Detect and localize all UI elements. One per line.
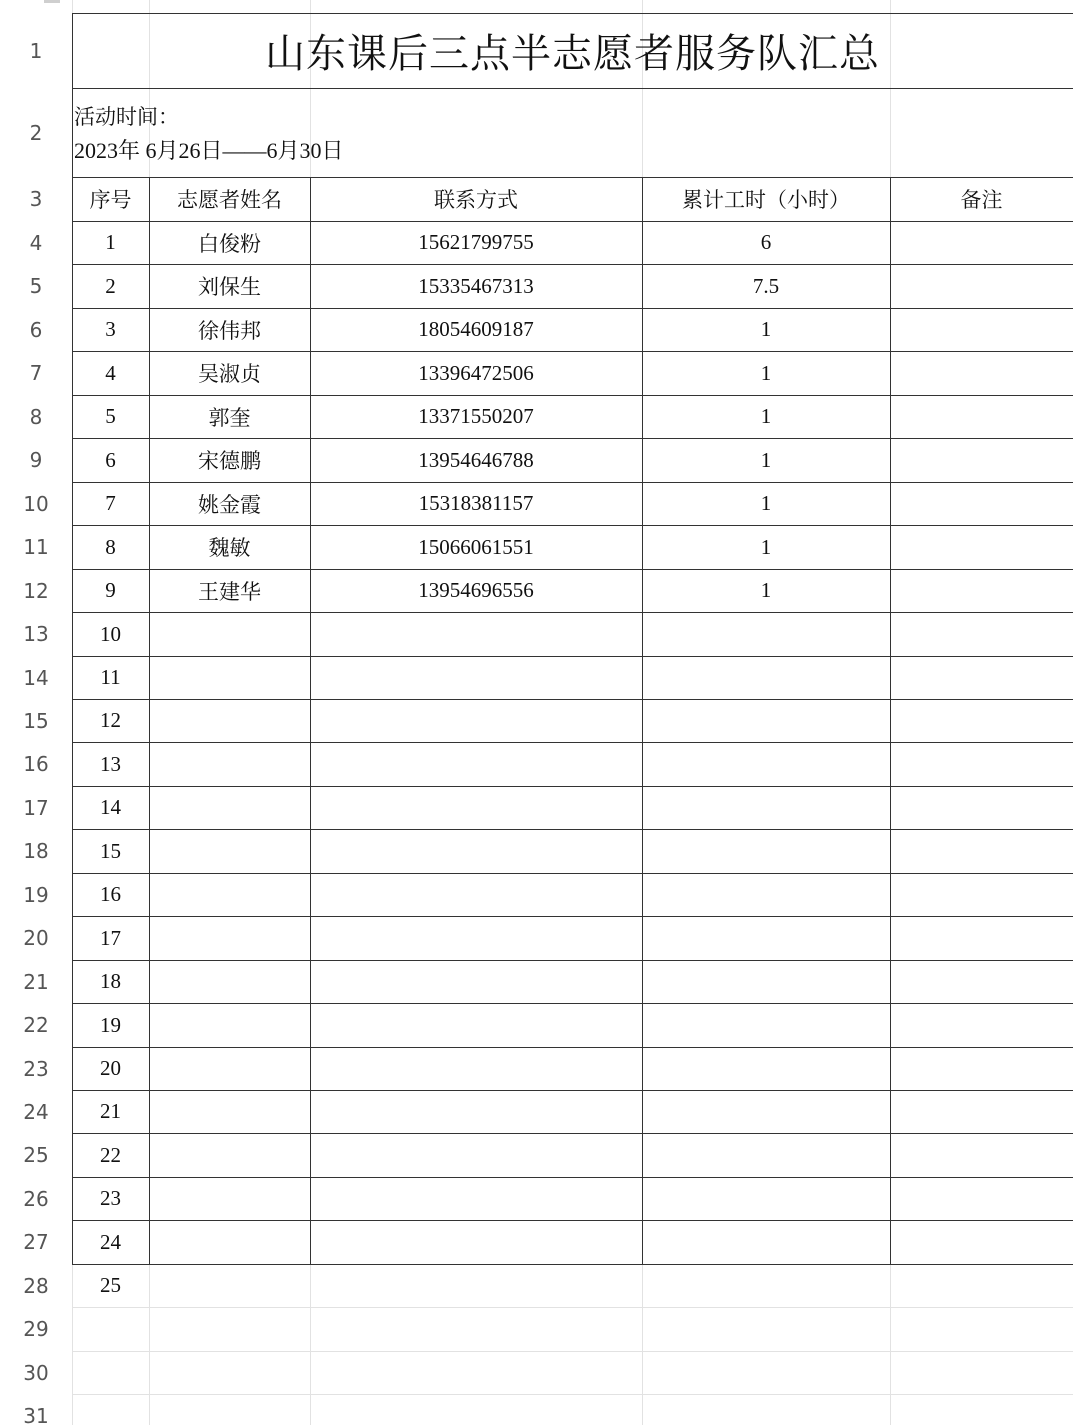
cell-note[interactable]: [890, 395, 1073, 438]
cell-name[interactable]: [149, 873, 310, 916]
row-number[interactable]: 29: [0, 1307, 72, 1351]
cell-note[interactable]: [890, 960, 1073, 1003]
row-number[interactable]: 15: [0, 699, 72, 742]
cell-hours[interactable]: [642, 1133, 890, 1177]
cell-hours[interactable]: [642, 1090, 890, 1133]
cell-note[interactable]: [890, 699, 1073, 742]
cell-no[interactable]: 10: [100, 621, 121, 646]
cell-hours[interactable]: 1: [760, 447, 772, 472]
sheet-title[interactable]: 山东课后三点半志愿者服务队汇总: [265, 31, 880, 77]
cell-phone[interactable]: 13396472506: [418, 360, 534, 385]
cell-phone[interactable]: [310, 1264, 642, 1307]
cell-name[interactable]: 徐伟邦: [198, 318, 261, 343]
cell-note[interactable]: [890, 873, 1073, 916]
activity-range: 2023年 6月26日——6月30日: [74, 138, 344, 163]
cell-name[interactable]: 姚金霞: [198, 492, 261, 517]
column-header-stub: [44, 0, 60, 3]
cell-name[interactable]: [149, 1090, 310, 1133]
cell-name[interactable]: [149, 612, 310, 656]
cell-no[interactable]: 8: [105, 534, 116, 559]
cell-note[interactable]: [890, 916, 1073, 960]
cell-hours[interactable]: [642, 960, 890, 1003]
cell-phone[interactable]: [310, 1133, 642, 1177]
cell-note[interactable]: [890, 525, 1073, 569]
cell-phone[interactable]: [310, 1220, 642, 1264]
cell-phone[interactable]: 15318381157: [418, 491, 534, 515]
cell-note[interactable]: [890, 1090, 1073, 1133]
cell-note[interactable]: [890, 308, 1073, 351]
grid-row-line: [0, 1307, 1073, 1308]
grid-row-line: [72, 88, 1073, 89]
cell-hours[interactable]: 1: [760, 534, 772, 559]
row-number[interactable]: 9: [0, 438, 72, 482]
cell-hours[interactable]: [642, 1177, 890, 1220]
cell-note[interactable]: [890, 1047, 1073, 1090]
row-number[interactable]: 10: [0, 482, 72, 525]
cell-hours[interactable]: [642, 612, 890, 656]
cell-no[interactable]: 15: [100, 838, 121, 863]
row-number[interactable]: 22: [0, 1003, 72, 1047]
grid-row-line: [0, 1351, 1073, 1352]
cell-no[interactable]: 13: [100, 751, 121, 776]
cell-hours[interactable]: [642, 1220, 890, 1264]
cell-no[interactable]: 25: [100, 1273, 121, 1297]
cell-no[interactable]: 4: [105, 360, 116, 385]
cell-hours[interactable]: [642, 656, 890, 699]
cell-phone[interactable]: [310, 612, 642, 656]
cell-hours[interactable]: 7.5: [752, 273, 780, 298]
cell-name[interactable]: [149, 829, 310, 873]
cell-no[interactable]: 16: [100, 882, 121, 906]
cell-name[interactable]: [149, 656, 310, 699]
row-number[interactable]: 6: [0, 308, 72, 351]
cell-note[interactable]: [890, 221, 1073, 264]
row-number[interactable]: 27: [0, 1220, 72, 1264]
row-number[interactable]: 14: [0, 656, 72, 699]
cell-no[interactable]: 12: [100, 708, 121, 732]
cell-phone[interactable]: [310, 1177, 642, 1220]
row-number[interactable]: 25: [0, 1133, 72, 1177]
cell-phone[interactable]: [310, 699, 642, 742]
cell-hours[interactable]: 6: [760, 230, 772, 254]
cell-phone[interactable]: 15621799755: [418, 230, 534, 254]
row-number[interactable]: 16: [0, 742, 72, 786]
row-number[interactable]: 5: [0, 264, 72, 308]
cell-no[interactable]: 7: [105, 491, 116, 515]
row-number[interactable]: 20: [0, 916, 72, 960]
row-number[interactable]: 2: [0, 88, 72, 177]
row-number[interactable]: 7: [0, 351, 72, 395]
cell-no[interactable]: 6: [105, 447, 116, 472]
row-number[interactable]: 18: [0, 829, 72, 873]
row-number[interactable]: 11: [0, 525, 72, 569]
cell-phone[interactable]: [310, 1047, 642, 1090]
cell-phone[interactable]: [310, 829, 642, 873]
cell-name[interactable]: [149, 1047, 310, 1090]
cell-name[interactable]: [149, 916, 310, 960]
cell-no[interactable]: 17: [100, 925, 121, 950]
col-header-phone[interactable]: 联系方式: [434, 188, 518, 212]
row-number[interactable]: 21: [0, 960, 72, 1003]
row-number[interactable]: 12: [0, 569, 72, 612]
row-number[interactable]: 30: [0, 1351, 72, 1394]
cell-phone[interactable]: [310, 656, 642, 699]
cell-phone[interactable]: [310, 1090, 642, 1133]
cell-hours[interactable]: [642, 1003, 890, 1047]
cell-note[interactable]: [890, 569, 1073, 612]
row-number[interactable]: 24: [0, 1090, 72, 1133]
cell-note[interactable]: [890, 1220, 1073, 1264]
cell-name[interactable]: 宋德鹏: [198, 449, 261, 473]
col-header-note[interactable]: 备注: [960, 188, 1003, 212]
cell-no[interactable]: 24: [100, 1229, 121, 1254]
cell-hours[interactable]: [642, 742, 890, 786]
cell-name[interactable]: 郭奎: [208, 405, 251, 430]
cell-phone[interactable]: [310, 873, 642, 916]
cell-note[interactable]: [890, 264, 1073, 308]
row-number[interactable]: 4: [0, 221, 72, 264]
cell-no[interactable]: 23: [100, 1186, 121, 1210]
cell-hours[interactable]: 1: [760, 360, 772, 385]
cell-no[interactable]: 5: [105, 404, 116, 428]
grid-row-line: [0, 1394, 1073, 1395]
cell-phone[interactable]: [310, 786, 642, 829]
cell-phone[interactable]: 15335467313: [418, 273, 534, 298]
row-number[interactable]: 8: [0, 395, 72, 438]
cell-no[interactable]: 19: [100, 1012, 121, 1037]
cell-note[interactable]: [890, 656, 1073, 699]
cell-name[interactable]: [149, 786, 310, 829]
cell-hours[interactable]: [642, 699, 890, 742]
cell-no[interactable]: 21: [100, 1099, 121, 1123]
cell-phone[interactable]: 18054609187: [418, 317, 534, 341]
col-header-no[interactable]: 序号: [89, 188, 132, 212]
cell-note[interactable]: [890, 482, 1073, 525]
row-number[interactable]: 23: [0, 1047, 72, 1090]
cell-note[interactable]: [890, 1003, 1073, 1047]
cell-name[interactable]: 王建华: [198, 579, 261, 604]
row-number[interactable]: 13: [0, 612, 72, 656]
cell-hours[interactable]: 1: [760, 404, 772, 428]
cell-hours[interactable]: 1: [760, 578, 772, 602]
cell-hours[interactable]: 1: [760, 317, 772, 341]
cell-note[interactable]: [890, 612, 1073, 656]
cell-hours[interactable]: [642, 1264, 890, 1307]
cell-note[interactable]: [890, 1264, 1073, 1307]
cell-no[interactable]: 2: [105, 273, 116, 298]
col-header-name[interactable]: 志愿者姓名: [177, 188, 282, 212]
cell-note[interactable]: [890, 351, 1073, 395]
row-number[interactable]: 26: [0, 1177, 72, 1220]
cell-name[interactable]: [149, 742, 310, 786]
cell-name[interactable]: [149, 1264, 310, 1307]
row-number[interactable]: 28: [0, 1264, 72, 1307]
cell-no[interactable]: 1: [105, 230, 116, 254]
cell-name[interactable]: [149, 699, 310, 742]
cell-phone[interactable]: 15066061551: [418, 534, 534, 559]
cell-note[interactable]: [890, 1177, 1073, 1220]
activity-time-cell[interactable]: [74, 100, 344, 168]
cell-note[interactable]: [890, 829, 1073, 873]
row-number[interactable]: 1: [0, 13, 72, 88]
cell-no[interactable]: 18: [100, 969, 121, 993]
col-header-hours[interactable]: 累计工时（小时）: [682, 188, 850, 212]
cell-hours[interactable]: [642, 1047, 890, 1090]
cell-phone[interactable]: [310, 742, 642, 786]
row-number[interactable]: 3: [0, 177, 72, 221]
cell-name[interactable]: [149, 1220, 310, 1264]
cell-note[interactable]: [890, 786, 1073, 829]
cell-phone[interactable]: [310, 916, 642, 960]
cell-note[interactable]: [890, 1133, 1073, 1177]
cell-phone[interactable]: 13371550207: [418, 404, 534, 428]
cell-hours[interactable]: 1: [760, 491, 772, 515]
cell-name[interactable]: [149, 1133, 310, 1177]
row-number[interactable]: 17: [0, 786, 72, 829]
cell-no[interactable]: 11: [100, 665, 121, 689]
cell-hours[interactable]: [642, 786, 890, 829]
cell-name[interactable]: 魏敏: [208, 536, 251, 560]
activity-label: 活动时间：: [74, 105, 179, 129]
cell-note[interactable]: [890, 438, 1073, 482]
cell-phone[interactable]: [310, 960, 642, 1003]
cell-hours[interactable]: [642, 916, 890, 960]
cell-note[interactable]: [890, 742, 1073, 786]
cell-name[interactable]: 吴淑贞: [198, 362, 261, 386]
cell-phone[interactable]: [310, 1003, 642, 1047]
cell-no[interactable]: 22: [100, 1142, 121, 1167]
cell-name[interactable]: [149, 960, 310, 1003]
cell-name[interactable]: [149, 1177, 310, 1220]
cell-name[interactable]: 刘保生: [198, 275, 261, 299]
cell-phone[interactable]: 13954646788: [418, 447, 534, 472]
row-number[interactable]: 31: [0, 1394, 72, 1425]
cell-name[interactable]: 白俊粉: [198, 231, 261, 256]
cell-hours[interactable]: [642, 873, 890, 916]
cell-no[interactable]: 20: [100, 1056, 121, 1080]
cell-phone[interactable]: 13954696556: [418, 578, 534, 602]
cell-no[interactable]: 3: [105, 317, 116, 341]
cell-no[interactable]: 9: [105, 578, 116, 602]
cell-no[interactable]: 14: [100, 795, 121, 819]
cell-name[interactable]: [149, 1003, 310, 1047]
row-number[interactable]: 19: [0, 873, 72, 916]
cell-hours[interactable]: [642, 829, 890, 873]
